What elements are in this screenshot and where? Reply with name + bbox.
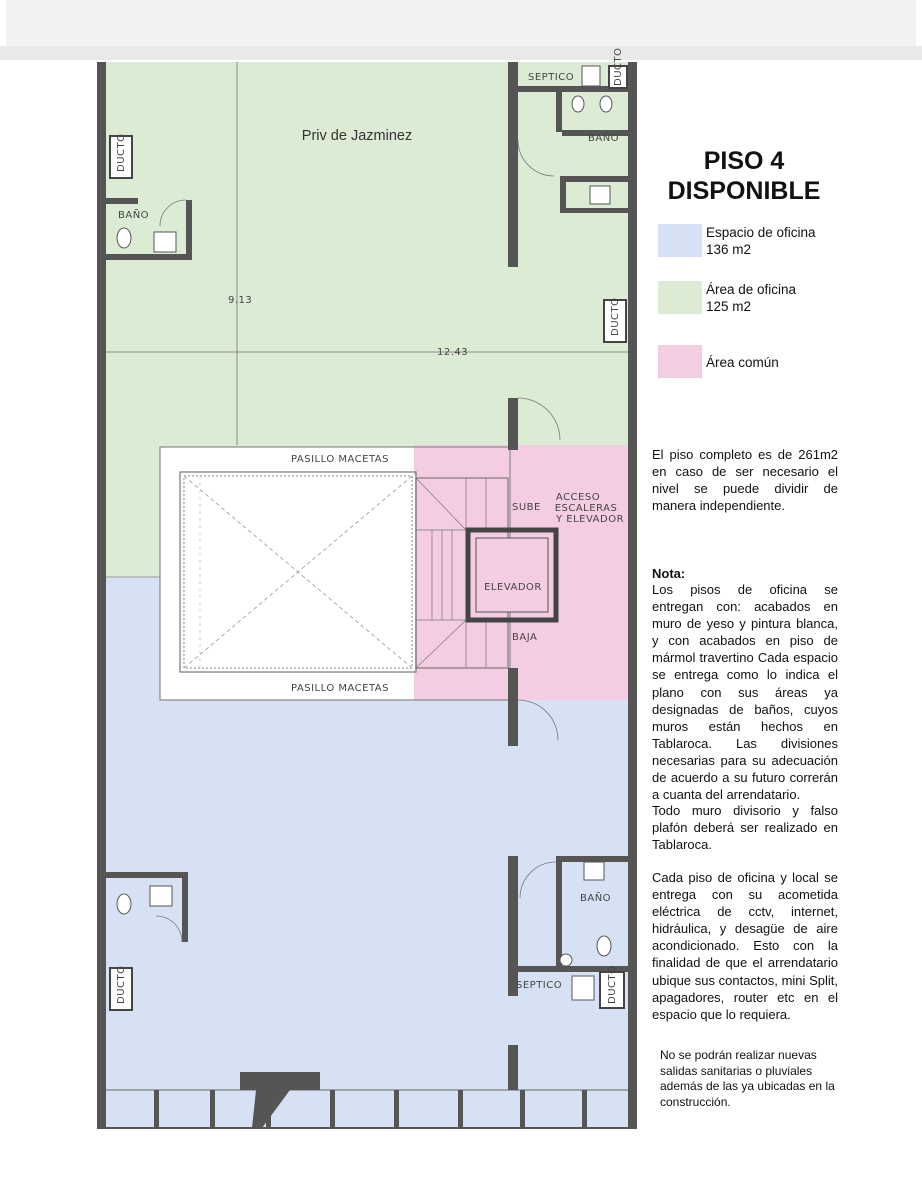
summary-text: El piso completo es de 261m2 en caso de ser necesario el nivel se puede dividir de manera independiente. xyxy=(652,447,838,514)
legend-swatch-common-area xyxy=(658,345,702,378)
note-paragraph-4: No se podrán realizar nuevas salidas sanitarias o pluviales además de las ya ubicadas en la construcción. xyxy=(660,1048,835,1109)
note-paragraph-1: Los pisos de oficina se entregan con: acabados en muro de yeso y pintura blanca, y con acabados en piso de mármol travertino Cada espacio se entrega como lo indica el plano con sus áreas ya designadas de baños, cuyos muros están hechos en Tablaroca. Las divisiones necesarias para su adecuación de acuerdo a su futuro correrán a cuanta del arrendatario. xyxy=(652,582,838,803)
legend-label-office-space: Espacio de oficina xyxy=(706,225,816,240)
access-label-1: ACCESO xyxy=(555,492,601,503)
floor-title-line2: DISPONIBLE xyxy=(667,177,821,205)
floor-title xyxy=(654,146,834,206)
legend-label-office-area: Área de oficina xyxy=(706,282,797,297)
duct-label-top-right: DUCTO xyxy=(613,47,624,86)
septic-label-bottom: SEPTICO xyxy=(516,980,563,991)
duct-label-bottom-left: DUCTO xyxy=(116,965,127,1004)
dim-horizontal: 12.43 xyxy=(437,347,469,358)
tenant-label: Priv de Jazminez xyxy=(301,128,413,144)
stairs-up-label: SUBE xyxy=(512,502,541,513)
duct-label-top-left: DUCTO xyxy=(116,133,127,172)
bath-label-bottom-right: BAÑO xyxy=(580,893,612,904)
stairs-down-label: BAJA xyxy=(512,632,538,643)
legend-swatch-office-area xyxy=(658,281,702,314)
note-paragraph-3: Cada piso de oficina y local se entrega con su acometida eléctrica de cctv, internet, hidráulica, y desagüe de aire acondicionado. Esto con la finalidad de que el arrendatario ubique sus contactos, mini Split, apagadores, router etc en el espacio que lo requiera. xyxy=(652,870,838,1022)
legend-swatch-office-space xyxy=(658,224,702,257)
note-paragraph-2: Todo muro divisorio y falso plafón deberá ser realizado en Tablaroca. xyxy=(652,803,838,853)
duct-label-bottom-right: DUCTO xyxy=(607,965,618,1004)
access-label-2: ESCALERAS xyxy=(554,503,618,514)
legend-area-office-area: 125 m2 xyxy=(706,299,752,314)
access-label-3: Y ELEVADOR xyxy=(555,514,625,525)
corridor-top-label: PASILLO MACETAS xyxy=(291,454,389,465)
septic-label-top: SEPTICO xyxy=(528,72,575,83)
bath-label-top-right: BAÑO xyxy=(588,133,620,144)
elevator-label: ELEVADOR xyxy=(484,582,542,593)
legend-area-office-space: 136 m2 xyxy=(706,242,752,257)
wall-left xyxy=(97,62,106,1128)
floor-title-line1: PISO 4 xyxy=(703,147,785,175)
bath-label-top-left: BAÑO xyxy=(118,210,150,221)
corridor-bottom-label: PASILLO MACETAS xyxy=(291,683,389,694)
dim-vertical: 9.13 xyxy=(228,295,253,306)
legend-label-common-area: Área común xyxy=(706,355,779,370)
note-title: Nota: xyxy=(652,566,686,581)
wall-right xyxy=(628,62,637,1128)
duct-label-mid-right: DUCTO xyxy=(610,297,621,336)
